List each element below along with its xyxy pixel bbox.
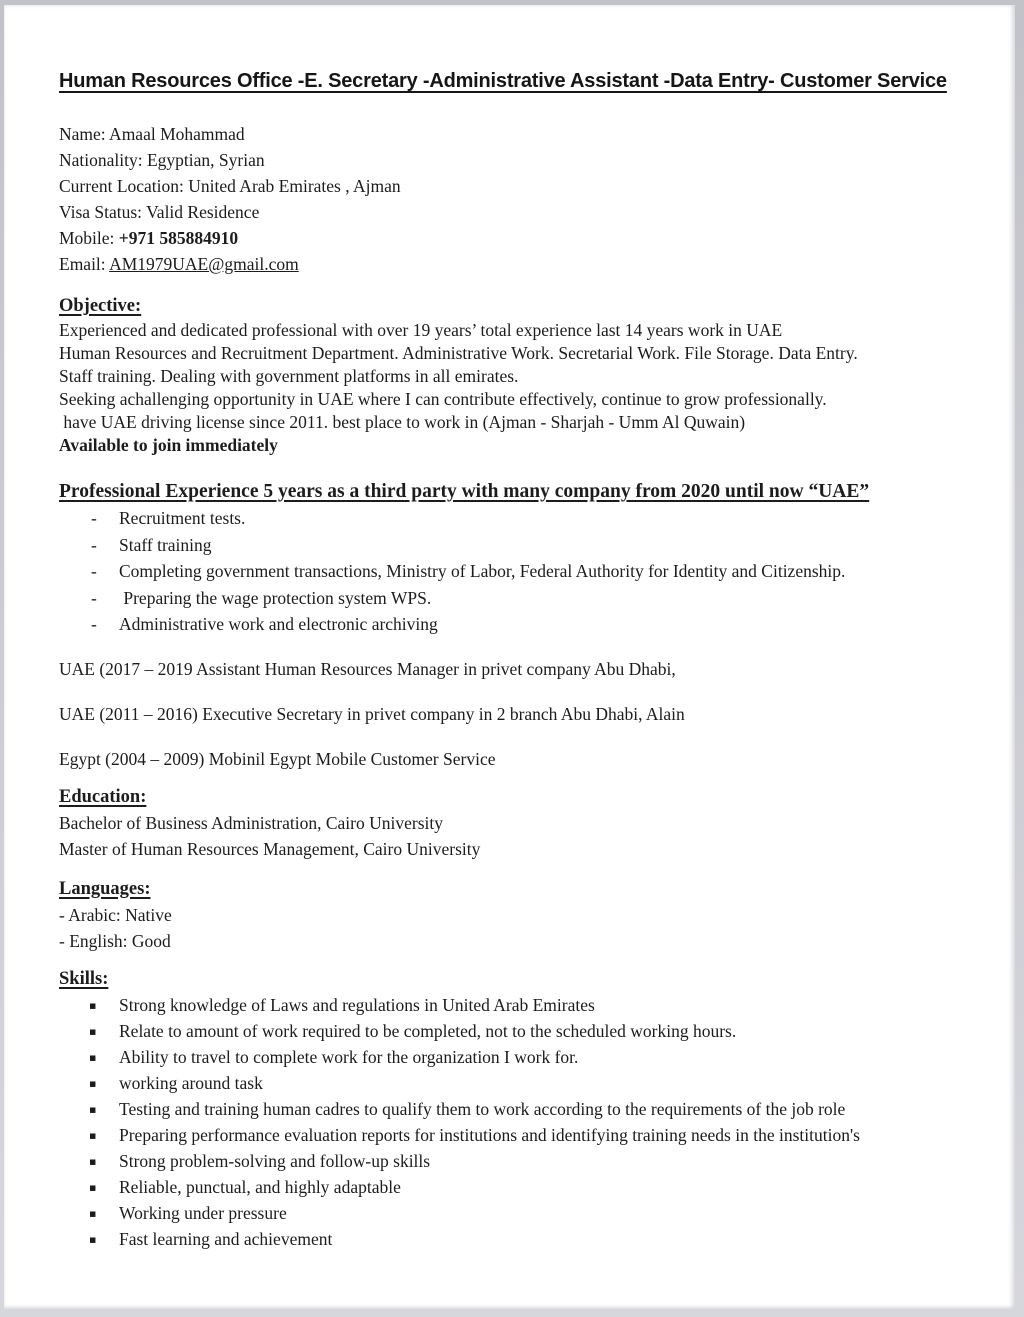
mobile-number: +971 585884910 [118, 228, 239, 248]
job-line: Egypt (2004 – 2009) Mobinil Egypt Mobile Customer Service [59, 748, 496, 769]
skill-item: ▪ Ability to travel to complete work for the organization I work for. [59, 1044, 957, 1070]
mobile-label: Mobile: [59, 228, 119, 248]
skill-item: ▪ Working under pressure [59, 1200, 957, 1226]
contact-name: Name: Amaal Mohammad [59, 124, 245, 144]
contact-location: Current Location: United Arab Emirates , Ajman [59, 176, 401, 196]
email-link[interactable]: AM1979UAE@gmail.com [109, 254, 299, 274]
skills-section [59, 966, 957, 1252]
contact-block [59, 121, 957, 277]
languages-section [59, 876, 957, 954]
experience-heading: Professional Experience 5 years as a third party with many company from 2020 until now “UAE” [59, 481, 870, 502]
skill-item: ▪ Preparing performance evaluation reports for institutions and identifying training needs in the institution's [59, 1122, 957, 1148]
job-line: UAE (2011 – 2016) Executive Secretary in privet company in 2 branch Abu Dhabi, Alain [59, 703, 685, 724]
duty-item: - Recruitment tests. [59, 505, 957, 532]
objective-heading: Objective: [59, 296, 142, 316]
skill-item: ▪ Reliable, punctual, and highly adaptable [59, 1174, 957, 1200]
duty-list [59, 505, 957, 638]
education-heading: Education: [59, 786, 147, 807]
duty-item: - Staff training [59, 532, 957, 559]
objective-line: Human Resources and Recruitment Department. Administrative Work. Secretarial Work. File Storage. Data Entry. [59, 343, 858, 363]
email-label: Email: [59, 254, 110, 274]
skills-heading: Skills: [59, 968, 109, 989]
objective-line: Seeking achallenging opportunity in UAE where I can contribute effectively, continue to grow professionally. [59, 389, 827, 409]
duty-item: - Completing government transactions, Ministry of Labor, Federal Authority for Identity and Citizenship. [59, 558, 957, 585]
languages-heading: Languages: [59, 878, 151, 899]
education-item: Bachelor of Business Administration, Cairo University [59, 812, 443, 833]
skill-item: ▪ Relate to amount of work required to be completed, not to the scheduled working hours. [59, 1018, 957, 1044]
contact-visa-status: Visa Status: Valid Residence [59, 202, 260, 222]
contact-mobile [59, 225, 957, 251]
education-item: Master of Human Resources Management, Cairo University [59, 838, 481, 859]
skill-list [59, 992, 957, 1252]
resume-content [4, 5, 1015, 1252]
contact-email [59, 251, 957, 277]
contact-nationality: Nationality: Egyptian, Syrian [59, 150, 265, 170]
language-item: - English: Good [59, 930, 171, 951]
duty-item: - Administrative work and electronic archiving [59, 611, 957, 638]
skill-item: ▪ Testing and training human cadres to qualify them to work according to the requirements of the job role [59, 1096, 957, 1122]
job-line: UAE (2017 – 2019 Assistant Human Resources Manager in privet company Abu Dhabi, [59, 658, 676, 679]
page-title: Human Resources Office -E. Secretary -Administrative Assistant -Data Entry- Customer Service [59, 70, 947, 92]
language-item: - Arabic: Native [59, 904, 172, 925]
skill-item: ▪ Fast learning and achievement [59, 1226, 957, 1252]
objective-section [59, 293, 957, 457]
objective-line: Staff training. Dealing with government platforms in all emirates. [59, 366, 519, 386]
skill-item: ▪ Strong problem-solving and follow-up skills [59, 1148, 957, 1174]
resume-page [4, 5, 1015, 1309]
skill-item: ▪ working around task [59, 1070, 957, 1096]
skill-item: ▪ Strong knowledge of Laws and regulations in United Arab Emirates [59, 992, 957, 1018]
experience-section [59, 479, 957, 772]
objective-line: have UAE driving license since 2011. best place to work in (Ajman - Sharjah - Umm Al Quwain) [59, 412, 746, 432]
objective-line: Experienced and dedicated professional with over 19 years’ total experience last 14 years work in UAE [59, 320, 783, 340]
duty-item: - Preparing the wage protection system WPS. [59, 585, 957, 612]
education-section [59, 784, 957, 862]
availability-note: Available to join immediately [59, 435, 278, 455]
